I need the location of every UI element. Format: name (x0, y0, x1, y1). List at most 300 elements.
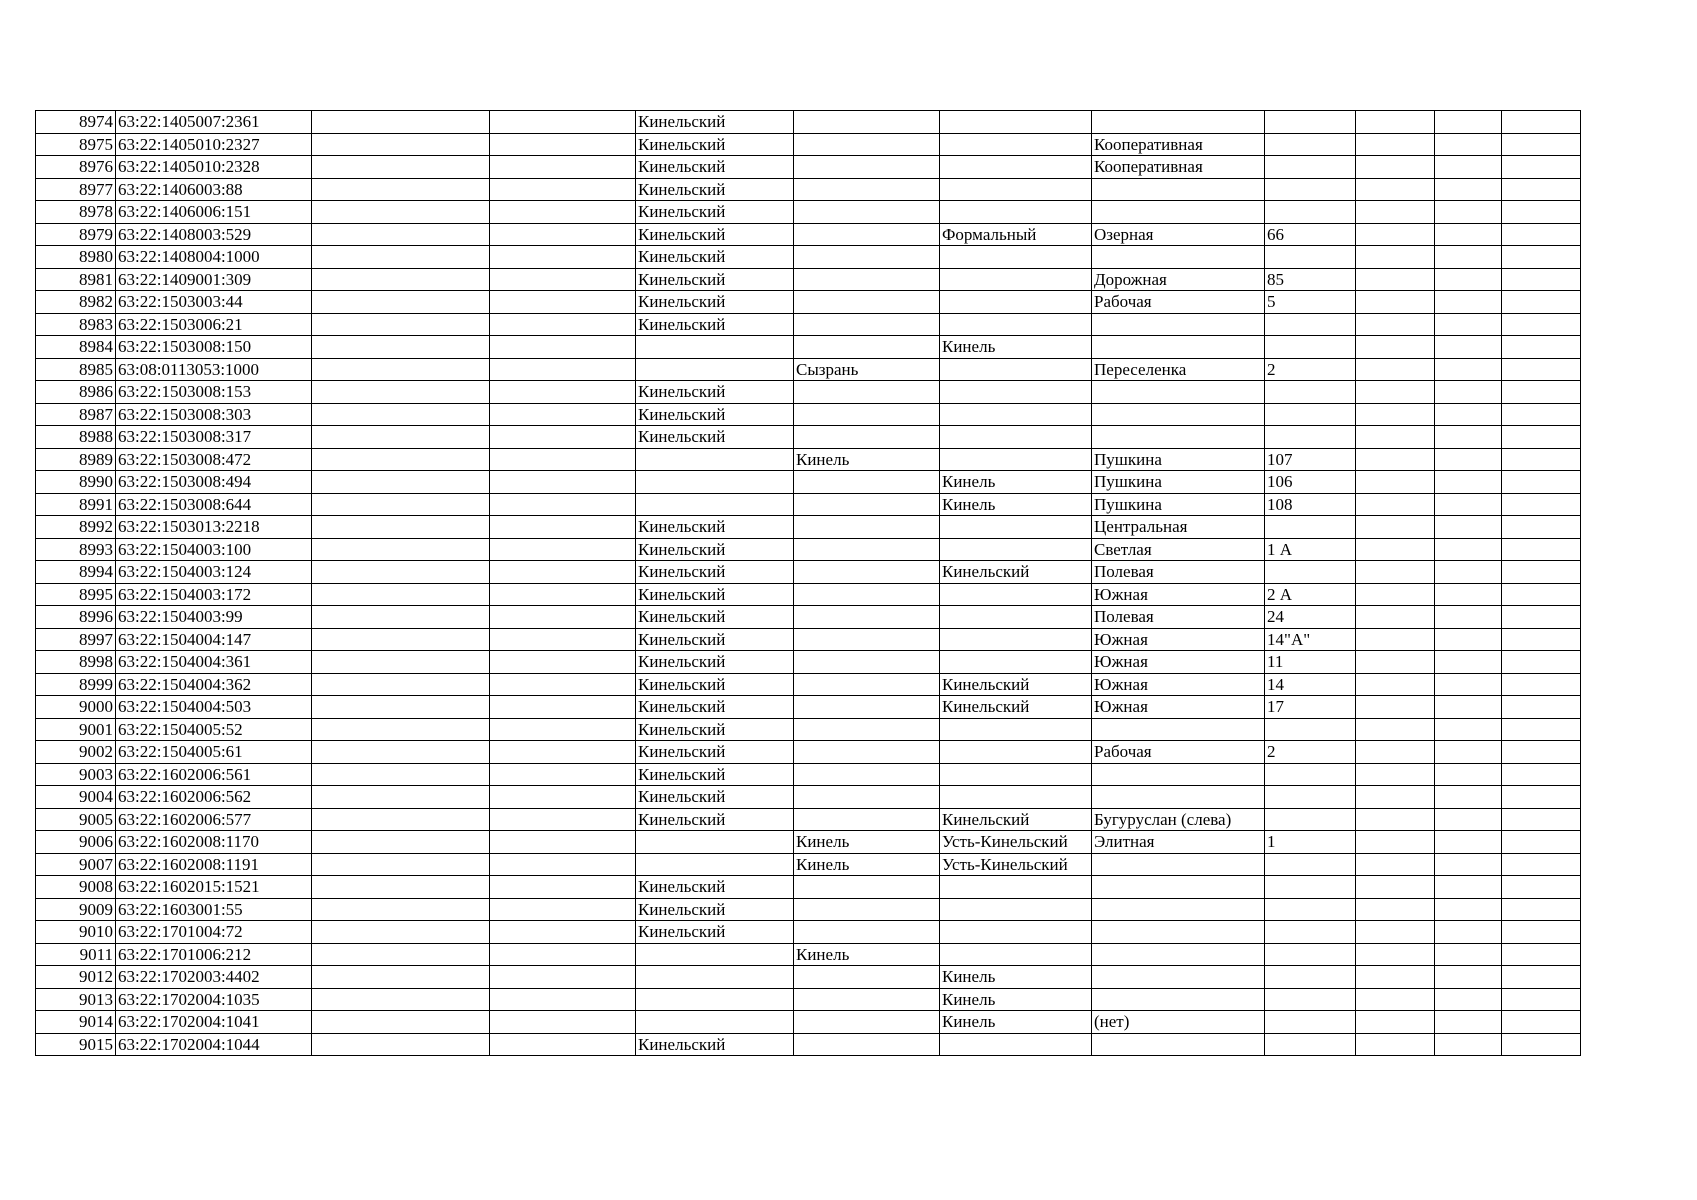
blank-cell (312, 246, 490, 269)
cadastral-number-cell: 63:22:1702003:4402 (116, 966, 312, 989)
locality-cell: Кинель (940, 966, 1092, 989)
blank-cell (1356, 111, 1435, 134)
blank-cell (312, 606, 490, 629)
blank-cell (490, 943, 636, 966)
blank-cell (490, 718, 636, 741)
house-cell (1265, 426, 1356, 449)
blank-cell (1435, 1033, 1502, 1056)
city-cell: Кинель (794, 853, 940, 876)
city-cell (794, 336, 940, 359)
blank-cell (1356, 358, 1435, 381)
table-row (36, 1033, 1581, 1056)
locality-cell: Кинель (940, 988, 1092, 1011)
blank-cell (1356, 493, 1435, 516)
house-cell (1265, 786, 1356, 809)
blank-cell (1356, 471, 1435, 494)
city-cell (794, 268, 940, 291)
house-cell (1265, 853, 1356, 876)
blank-cell (1502, 808, 1581, 831)
row-number-cell: 9012 (36, 966, 116, 989)
blank-cell (1502, 741, 1581, 764)
house-cell: 107 (1265, 448, 1356, 471)
cadastral-number-cell: 63:22:1503003:44 (116, 291, 312, 314)
district-cell (636, 853, 794, 876)
street-cell (1092, 943, 1265, 966)
street-cell (1092, 853, 1265, 876)
blank-cell (1356, 201, 1435, 224)
locality-cell (940, 741, 1092, 764)
blank-cell (1356, 336, 1435, 359)
district-cell: Кинельский (636, 1033, 794, 1056)
locality-cell: Кинельский (940, 808, 1092, 831)
house-cell (1265, 1011, 1356, 1034)
table-row (36, 156, 1581, 179)
blank-cell (312, 853, 490, 876)
blank-cell (1502, 943, 1581, 966)
street-cell: Южная (1092, 673, 1265, 696)
street-cell: Кооперативная (1092, 133, 1265, 156)
row-number-cell: 8999 (36, 673, 116, 696)
cadastral-number-cell: 63:22:1602006:561 (116, 763, 312, 786)
table-row (36, 988, 1581, 1011)
district-cell: Кинельский (636, 741, 794, 764)
row-number-cell: 8980 (36, 246, 116, 269)
table-row (36, 876, 1581, 899)
house-cell (1265, 921, 1356, 944)
district-cell: Кинельский (636, 696, 794, 719)
blank-cell (1435, 853, 1502, 876)
cadastral-number-cell: 63:22:1504004:361 (116, 651, 312, 674)
house-cell: 11 (1265, 651, 1356, 674)
blank-cell (1356, 1033, 1435, 1056)
blank-cell (312, 966, 490, 989)
locality-cell (940, 898, 1092, 921)
street-cell: Пушкина (1092, 471, 1265, 494)
city-cell (794, 516, 940, 539)
row-number-cell: 8985 (36, 358, 116, 381)
house-cell (1265, 966, 1356, 989)
cadastral-number-cell: 63:22:1603001:55 (116, 898, 312, 921)
row-number-cell: 8981 (36, 268, 116, 291)
city-cell (794, 583, 940, 606)
blank-cell (490, 831, 636, 854)
street-cell: Озерная (1092, 223, 1265, 246)
table-row (36, 651, 1581, 674)
house-cell (1265, 1033, 1356, 1056)
blank-cell (1435, 628, 1502, 651)
blank-cell (1502, 313, 1581, 336)
blank-cell (312, 808, 490, 831)
blank-cell (1356, 178, 1435, 201)
cadastral-number-cell: 63:22:1406003:88 (116, 178, 312, 201)
table-row (36, 493, 1581, 516)
district-cell: Кинельский (636, 786, 794, 809)
row-number-cell: 9008 (36, 876, 116, 899)
cadastral-number-cell: 63:22:1504005:61 (116, 741, 312, 764)
blank-cell (312, 898, 490, 921)
locality-cell: Кинельский (940, 673, 1092, 696)
blank-cell (1502, 516, 1581, 539)
blank-cell (490, 201, 636, 224)
cadastral-number-cell: 63:22:1504004:503 (116, 696, 312, 719)
table-row (36, 921, 1581, 944)
cadastral-number-cell: 63:22:1602008:1170 (116, 831, 312, 854)
street-cell: (нет) (1092, 1011, 1265, 1034)
row-number-cell: 9014 (36, 1011, 116, 1034)
city-cell (794, 741, 940, 764)
blank-cell (1435, 786, 1502, 809)
blank-cell (1356, 786, 1435, 809)
street-cell: Южная (1092, 628, 1265, 651)
district-cell (636, 1011, 794, 1034)
blank-cell (1356, 246, 1435, 269)
blank-cell (1502, 786, 1581, 809)
table-row (36, 561, 1581, 584)
city-cell: Кинель (794, 448, 940, 471)
blank-cell (1435, 493, 1502, 516)
row-number-cell: 8976 (36, 156, 116, 179)
locality-cell (940, 111, 1092, 134)
blank-cell (312, 651, 490, 674)
blank-cell (312, 268, 490, 291)
blank-cell (1435, 471, 1502, 494)
city-cell (794, 381, 940, 404)
blank-cell (312, 133, 490, 156)
table-row (36, 268, 1581, 291)
blank-cell (312, 763, 490, 786)
cadastral-number-cell: 63:22:1405007:2361 (116, 111, 312, 134)
district-cell: Кинельский (636, 156, 794, 179)
blank-cell (312, 921, 490, 944)
row-number-cell: 8991 (36, 493, 116, 516)
blank-cell (1356, 673, 1435, 696)
house-cell: 2 А (1265, 583, 1356, 606)
blank-cell (312, 741, 490, 764)
blank-cell (490, 426, 636, 449)
blank-cell (1502, 133, 1581, 156)
row-number-cell: 9003 (36, 763, 116, 786)
row-number-cell: 9006 (36, 831, 116, 854)
row-number-cell: 9007 (36, 853, 116, 876)
house-cell (1265, 516, 1356, 539)
district-cell (636, 358, 794, 381)
house-cell (1265, 313, 1356, 336)
district-cell: Кинельский (636, 133, 794, 156)
table-row (36, 696, 1581, 719)
table-row (36, 201, 1581, 224)
blank-cell (312, 1033, 490, 1056)
blank-cell (312, 358, 490, 381)
row-number-cell: 9002 (36, 741, 116, 764)
blank-cell (1502, 381, 1581, 404)
locality-cell: Усть-Кинельский (940, 853, 1092, 876)
house-cell: 14 (1265, 673, 1356, 696)
table-row (36, 741, 1581, 764)
district-cell: Кинельский (636, 268, 794, 291)
blank-cell (490, 403, 636, 426)
row-number-cell: 9005 (36, 808, 116, 831)
blank-cell (1502, 763, 1581, 786)
table-row (36, 538, 1581, 561)
row-number-cell: 9009 (36, 898, 116, 921)
blank-cell (312, 988, 490, 1011)
city-cell (794, 223, 940, 246)
blank-cell (1502, 156, 1581, 179)
house-cell: 5 (1265, 291, 1356, 314)
table-row (36, 673, 1581, 696)
blank-cell (1356, 268, 1435, 291)
blank-cell (490, 651, 636, 674)
blank-cell (312, 223, 490, 246)
blank-cell (1435, 808, 1502, 831)
cadastral-number-cell: 63:22:1503008:303 (116, 403, 312, 426)
city-cell (794, 201, 940, 224)
blank-cell (1356, 583, 1435, 606)
blank-cell (490, 223, 636, 246)
locality-cell (940, 403, 1092, 426)
house-cell: 1 А (1265, 538, 1356, 561)
blank-cell (490, 853, 636, 876)
row-number-cell: 8995 (36, 583, 116, 606)
table-row (36, 223, 1581, 246)
cadastral-number-cell: 63:22:1405010:2328 (116, 156, 312, 179)
house-cell: 1 (1265, 831, 1356, 854)
blank-cell (1356, 876, 1435, 899)
street-cell: Южная (1092, 696, 1265, 719)
city-cell (794, 786, 940, 809)
blank-cell (1356, 943, 1435, 966)
blank-cell (1435, 966, 1502, 989)
blank-cell (312, 538, 490, 561)
locality-cell (940, 763, 1092, 786)
blank-cell (490, 786, 636, 809)
locality-cell (940, 583, 1092, 606)
blank-cell (1356, 808, 1435, 831)
blank-cell (1435, 516, 1502, 539)
district-cell (636, 943, 794, 966)
cadastral-number-cell: 63:22:1503008:317 (116, 426, 312, 449)
city-cell (794, 628, 940, 651)
house-cell (1265, 178, 1356, 201)
blank-cell (1356, 966, 1435, 989)
blank-cell (490, 246, 636, 269)
blank-cell (312, 786, 490, 809)
street-cell: Полевая (1092, 606, 1265, 629)
district-cell: Кинельский (636, 606, 794, 629)
city-cell (794, 921, 940, 944)
district-cell: Кинельский (636, 223, 794, 246)
district-cell: Кинельский (636, 763, 794, 786)
city-cell (794, 246, 940, 269)
blank-cell (1435, 763, 1502, 786)
cadastral-number-cell: 63:22:1503008:644 (116, 493, 312, 516)
cadastral-number-cell: 63:22:1409001:309 (116, 268, 312, 291)
row-number-cell: 9010 (36, 921, 116, 944)
blank-cell (1502, 988, 1581, 1011)
locality-cell (940, 1033, 1092, 1056)
district-cell (636, 831, 794, 854)
city-cell (794, 133, 940, 156)
district-cell: Кинельский (636, 651, 794, 674)
table-row (36, 606, 1581, 629)
blank-cell (1435, 403, 1502, 426)
blank-cell (1435, 133, 1502, 156)
cadastral-number-cell: 63:22:1503008:150 (116, 336, 312, 359)
blank-cell (490, 561, 636, 584)
city-cell (794, 471, 940, 494)
blank-cell (1502, 966, 1581, 989)
blank-cell (1502, 628, 1581, 651)
blank-cell (312, 943, 490, 966)
street-cell (1092, 1033, 1265, 1056)
blank-cell (312, 111, 490, 134)
blank-cell (490, 628, 636, 651)
blank-cell (490, 741, 636, 764)
street-cell (1092, 966, 1265, 989)
table-row (36, 966, 1581, 989)
blank-cell (1502, 1033, 1581, 1056)
cadastral-number-cell: 63:22:1504003:99 (116, 606, 312, 629)
blank-cell (490, 898, 636, 921)
district-cell: Кинельский (636, 313, 794, 336)
blank-cell (490, 471, 636, 494)
table-row (36, 178, 1581, 201)
cadastral-number-cell: 63:22:1503013:2218 (116, 516, 312, 539)
cadastral-number-cell: 63:22:1408004:1000 (116, 246, 312, 269)
district-cell: Кинельский (636, 673, 794, 696)
city-cell (794, 561, 940, 584)
street-cell (1092, 876, 1265, 899)
blank-cell (490, 606, 636, 629)
blank-cell (490, 583, 636, 606)
blank-cell (312, 291, 490, 314)
blank-cell (490, 808, 636, 831)
blank-cell (490, 291, 636, 314)
blank-cell (312, 381, 490, 404)
blank-cell (1356, 718, 1435, 741)
blank-cell (1356, 628, 1435, 651)
city-cell (794, 876, 940, 899)
cadastral-number-cell: 63:22:1602015:1521 (116, 876, 312, 899)
house-cell (1265, 201, 1356, 224)
blank-cell (490, 988, 636, 1011)
blank-cell (1435, 426, 1502, 449)
blank-cell (1356, 291, 1435, 314)
blank-cell (1356, 741, 1435, 764)
blank-cell (1502, 493, 1581, 516)
street-cell (1092, 201, 1265, 224)
blank-cell (1502, 673, 1581, 696)
row-number-cell: 8986 (36, 381, 116, 404)
district-cell: Кинельский (636, 583, 794, 606)
street-cell: Южная (1092, 583, 1265, 606)
blank-cell (1502, 606, 1581, 629)
cadastral-number-cell: 63:22:1701004:72 (116, 921, 312, 944)
blank-cell (1435, 921, 1502, 944)
blank-cell (490, 516, 636, 539)
district-cell (636, 966, 794, 989)
blank-cell (490, 358, 636, 381)
house-cell (1265, 898, 1356, 921)
blank-cell (1502, 358, 1581, 381)
row-number-cell: 8988 (36, 426, 116, 449)
cadastral-number-cell: 63:22:1405010:2327 (116, 133, 312, 156)
district-cell: Кинельский (636, 538, 794, 561)
street-cell: Элитная (1092, 831, 1265, 854)
district-cell: Кинельский (636, 246, 794, 269)
district-cell: Кинельский (636, 718, 794, 741)
street-cell (1092, 898, 1265, 921)
city-cell: Кинель (794, 831, 940, 854)
cadastral-number-cell: 63:22:1503008:153 (116, 381, 312, 404)
district-cell (636, 471, 794, 494)
blank-cell (1435, 561, 1502, 584)
table-row (36, 448, 1581, 471)
house-cell (1265, 561, 1356, 584)
street-cell: Пушкина (1092, 493, 1265, 516)
blank-cell (1356, 313, 1435, 336)
street-cell (1092, 246, 1265, 269)
locality-cell (940, 786, 1092, 809)
blank-cell (312, 426, 490, 449)
blank-cell (490, 1011, 636, 1034)
blank-cell (1435, 448, 1502, 471)
row-number-cell: 8982 (36, 291, 116, 314)
table-row (36, 336, 1581, 359)
blank-cell (1435, 898, 1502, 921)
locality-cell (940, 628, 1092, 651)
blank-cell (1435, 741, 1502, 764)
district-cell: Кинельский (636, 426, 794, 449)
blank-cell (490, 673, 636, 696)
city-cell (794, 111, 940, 134)
table-row (36, 808, 1581, 831)
blank-cell (1435, 651, 1502, 674)
blank-cell (1356, 696, 1435, 719)
data-table (35, 110, 1581, 1056)
blank-cell (1356, 516, 1435, 539)
blank-cell (312, 1011, 490, 1034)
street-cell (1092, 381, 1265, 404)
city-cell (794, 606, 940, 629)
row-number-cell: 8979 (36, 223, 116, 246)
house-cell (1265, 133, 1356, 156)
city-cell (794, 673, 940, 696)
street-cell (1092, 718, 1265, 741)
blank-cell (1356, 831, 1435, 854)
district-cell (636, 988, 794, 1011)
row-number-cell: 8997 (36, 628, 116, 651)
table-row (36, 853, 1581, 876)
district-cell: Кинельский (636, 516, 794, 539)
blank-cell (1435, 988, 1502, 1011)
blank-cell (490, 696, 636, 719)
city-cell (794, 426, 940, 449)
cadastral-number-cell: 63:22:1701006:212 (116, 943, 312, 966)
table-row (36, 718, 1581, 741)
locality-cell (940, 313, 1092, 336)
blank-cell (490, 966, 636, 989)
blank-cell (1435, 223, 1502, 246)
city-cell: Сызрань (794, 358, 940, 381)
district-cell: Кинельский (636, 111, 794, 134)
blank-cell (1435, 336, 1502, 359)
blank-cell (490, 763, 636, 786)
city-cell (794, 988, 940, 1011)
city-cell (794, 651, 940, 674)
blank-cell (1502, 831, 1581, 854)
blank-cell (1435, 381, 1502, 404)
